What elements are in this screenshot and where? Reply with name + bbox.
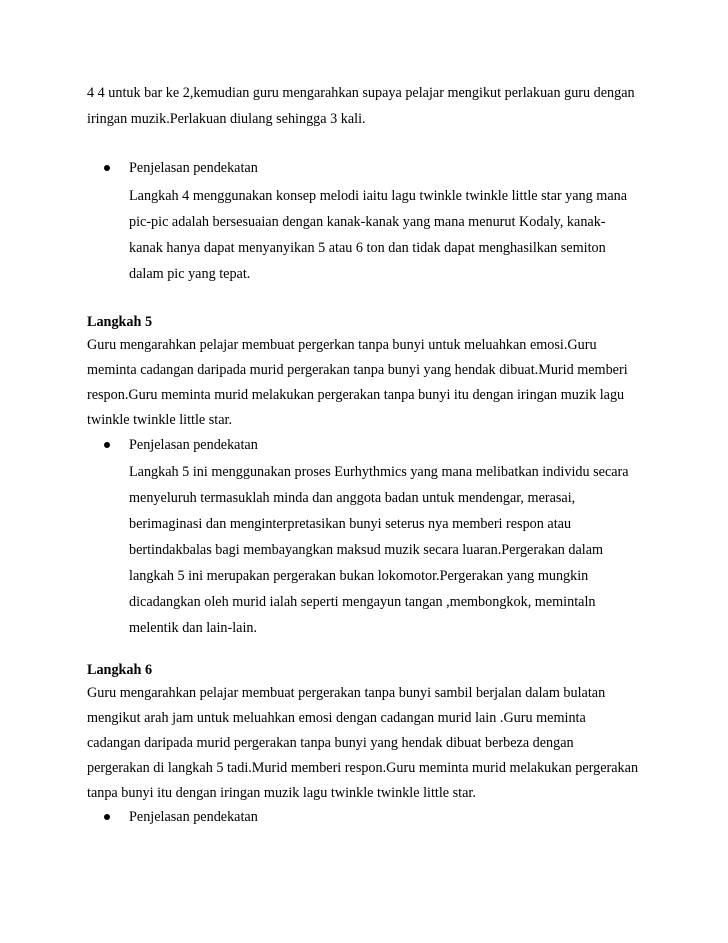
step5-heading: Langkah 5 (87, 314, 153, 330)
step4-explanation-line-3: kanak hanya dapat menyanyikan 5 atau 6 ton dan tidak dapat menghasilkan semiton (129, 240, 606, 256)
intro-line-2: iringan muzik.Perlakuan diulang sehingga 3 kali. (87, 111, 366, 127)
step4-explanation-line-2: pic-pic adalah bersesuaian dengan kanak-kanak yang mana menurut Kodaly, kanak- (129, 214, 606, 230)
step6-heading: Langkah 6 (87, 662, 153, 678)
step5-explanation-line-6: dicadangkan oleh murid ialah seperti mengayun tangan ,membongkok, memintaln (129, 594, 596, 610)
step5-line-4: twinkle twinkle little star. (87, 412, 233, 428)
step5-line-3: respon.Guru meminta murid melakukan pergerakan tanpa bunyi itu dengan iringan muzik lagu (87, 387, 625, 403)
bullet-icon (104, 165, 110, 171)
step4-explanation-line-4: dalam pic yang tepat. (129, 266, 251, 282)
step6-line-4: pergerakan di langkah 5 tadi.Murid memberi respon.Guru meminta murid melakukan pergerakan (87, 760, 639, 776)
step6-line-3: cadangan daripada murid pergerakan tanpa bunyi yang hendak dibuat berbeza dengan (87, 735, 574, 751)
intro-line-1: 4 4 untuk bar ke 2,kemudian guru mengarahkan supaya pelajar mengikut perlakuan guru dengan (87, 85, 635, 101)
step5-bullet-title: Penjelasan pendekatan (129, 437, 258, 453)
step4-explanation-line-1: Langkah 4 menggunakan konsep melodi iaitu lagu twinkle twinkle little star yang mana (129, 188, 628, 204)
step5-line-1: Guru mengarahkan pelajar membuat pergerkan tanpa bunyi untuk meluahkan emosi.Guru (87, 337, 597, 353)
step5-explanation-line-2: menyeluruh termasuklah minda dan anggota badan untuk mendengar, merasai, (129, 490, 576, 506)
step5-line-2: meminta cadangan daripada murid pergerakan tanpa bunyi yang hendak dibuat.Murid memberi (87, 362, 628, 378)
step5-explanation-line-3: berimaginasi dan menginterpretasikan bunyi seterus nya memberi respon atau (129, 516, 572, 532)
step5-explanation-line-7: melentik dan lain-lain. (129, 620, 258, 636)
step6-bullet-title: Penjelasan pendekatan (129, 809, 258, 825)
step5-explanation-line-5: langkah 5 ini merupakan pergerakan bukan lokomotor.Pergerakan yang mungkin (129, 568, 589, 584)
step6-line-2: mengikut arah jam untuk meluahkan emosi dengan cadangan murid lain .Guru meminta (87, 710, 586, 726)
step5-explanation-line-4: bertindakbalas bagi membayangkan maksud muzik secara luaran.Pergerakan dalam (129, 542, 604, 558)
step5-explanation-line-1: Langkah 5 ini menggunakan proses Eurhythmics yang mana melibatkan individu secara (129, 464, 629, 480)
bullet-icon (104, 442, 110, 448)
step6-line-1: Guru mengarahkan pelajar membuat pergerakan tanpa bunyi sambil berjalan dalam bulatan (87, 685, 606, 701)
step4-bullet-title: Penjelasan pendekatan (129, 160, 258, 176)
bullet-icon (104, 814, 110, 820)
step6-line-5: tanpa bunyi itu dengan iringan muzik lagu twinkle twinkle little star. (87, 785, 476, 801)
